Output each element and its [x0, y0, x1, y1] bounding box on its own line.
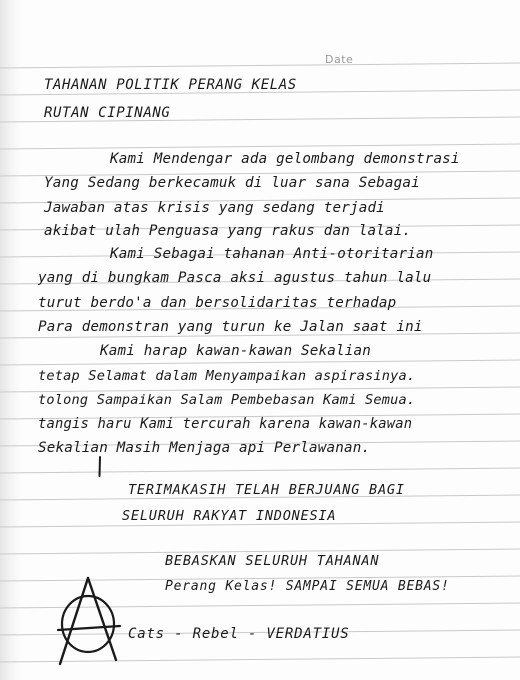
body-line: Sekalian Masih Menjaga api Perlawanan.	[38, 440, 371, 456]
circled-a-icon	[54, 572, 124, 672]
demand-line-2: Perang Kelas! SAMPAI SEMUA BEBAS!	[165, 579, 450, 594]
body-line: tetap Selamat dalam Menyampaikan aspirasinya.	[38, 368, 416, 384]
body-line: Yang Sedang berkecamuk di luar sana Sebagai	[44, 175, 420, 191]
body-line: Kami Sebagai tahanan Anti-otoritarian	[110, 246, 434, 262]
body-line: Kami harap kawan-kawan Sekalian	[100, 343, 371, 359]
signature: Cats - Rebel - VERDATIUS	[128, 626, 350, 642]
body-line: yang di bungkam Pasca aksi agustus tahun lalu	[38, 270, 432, 286]
pen-stroke-mark	[96, 456, 104, 478]
date-label: Date	[325, 53, 354, 66]
body-line: Kami Mendengar ada gelombang demonstrasi	[110, 151, 460, 167]
recipient-line-2: RUTAN CIPINANG	[44, 105, 171, 121]
body-line: tangis haru Kami tercurah karena kawan-kawan	[38, 416, 413, 432]
body-line: Jawaban atas krisis yang sedang terjadi	[44, 200, 385, 216]
body-line: Para demonstran yang turun ke Jalan saat ini	[38, 319, 423, 335]
demand-line-1: BEBASKAN SELURUH TAHANAN	[165, 553, 380, 569]
body-line: turut berdo'a dan bersolidaritas terhadap	[38, 295, 397, 311]
thanks-line-1: TERIMAKASIH TELAH BERJUANG BAGI	[128, 482, 405, 498]
body-line: tolong Sampaikan Salam Pembebasan Kami Semua.	[38, 392, 416, 408]
body-line: akibat ulah Penguasa yang rakus dan lalai.	[44, 223, 412, 239]
recipient-line-1: TAHANAN POLITIK PERANG KELAS	[44, 77, 297, 93]
thanks-line-2: SELURUH RAKYAT INDONESIA	[122, 508, 337, 524]
